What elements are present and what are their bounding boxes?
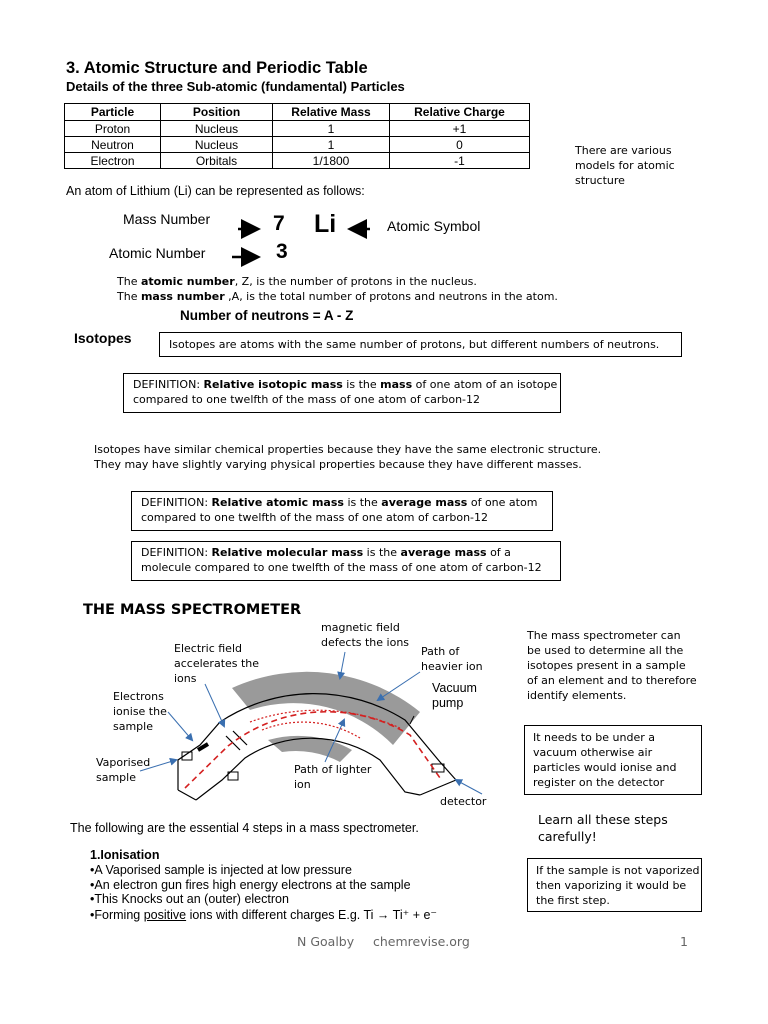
table-header: Relative Charge (390, 104, 530, 121)
page-subtitle: Details of the three Sub-atomic (fundamental) Particles (66, 79, 405, 94)
table-cell: 1/1800 (273, 153, 390, 169)
page-title: 3. Atomic Structure and Periodic Table (66, 59, 368, 77)
detector-end-cap (420, 780, 456, 795)
footer-site: chemrevise.org (373, 934, 470, 949)
table-cell: 1 (273, 121, 390, 137)
mass-spectrometer-heading: THE MASS SPECTROMETER (83, 602, 302, 618)
label-electric-field: Electric field accelerates the ions (174, 642, 260, 685)
label-path-heavier: Path of heavier ion (421, 645, 483, 673)
label-path-lighter: Path of lighter ion (294, 763, 372, 791)
ion-path-lighter (262, 722, 360, 738)
isotopes-heading: Isotopes (74, 330, 132, 346)
inner-magnet (268, 736, 352, 762)
table-cell: 0 (390, 137, 530, 153)
isotope-properties-line2: They may have slightly varying physical properties because they have different masses. (94, 458, 582, 471)
table-header: Relative Mass (273, 104, 390, 121)
atomic-number-label: Atomic Number (109, 245, 206, 261)
step-bullet: •A Vaporised sample is injected at low pressure (90, 863, 352, 877)
atomic-number-value: 3 (276, 240, 288, 263)
side-note-models: There are various models for atomic structure (575, 144, 675, 187)
atomic-mass-definition-box: DEFINITION: Relative atomic mass is the average mass of one atom compared to one twelfth of the mass of one atom of carbon-12 (131, 491, 553, 531)
mass-number-label: Mass Number (123, 211, 211, 227)
mass-spectrometer-side-note: The mass spectrometer can be used to determine all the isotopes present in a sample of an element and to therefore identify elements. (527, 629, 697, 702)
table-cell: +1 (390, 121, 530, 137)
table-cell: Nucleus (161, 137, 273, 153)
table-header: Position (161, 104, 273, 121)
isotopes-definition-box: Isotopes are atoms with the same number of protons, but different numbers of neutrons. (159, 332, 682, 357)
atomic-number-definition: The atomic number, Z, is the number of protons in the nucleus. (117, 275, 477, 288)
step-bullet: •Forming positive ions with different charges E.g. Ti → Ti⁺ + e⁻ (90, 908, 438, 922)
isotopic-mass-definition-box: DEFINITION: Relative isotopic mass is the mass of one atom of an isotope compared to one twelfth of the mass of one atom of carbon-12 (123, 373, 561, 413)
label-vacuum-pump: Vacuum pump (432, 681, 477, 710)
arrow-detector-icon (456, 780, 482, 794)
isotope-properties-line1: Isotopes have similar chemical properties because they have the same electronic structure. (94, 443, 602, 456)
table-cell: Nucleus (161, 121, 273, 137)
footer-author: N Goalby (297, 934, 355, 949)
molecular-mass-definition-box: DEFINITION: Relative molecular mass is the average mass of a molecule compared to one twelfth of the mass of one atom of carbon-12 (131, 541, 561, 581)
atomic-symbol-label: Atomic Symbol (387, 218, 481, 234)
footer-page-number: 1 (680, 934, 688, 949)
label-magnetic-field: magnetic field defects the ions (321, 621, 410, 649)
vaporize-note-box: If the sample is not vaporized then vaporizing it would be the first step. (527, 858, 702, 912)
vacuum-note-box: It needs to be under a vacuum otherwise air particles would ionise and register on the detector (524, 725, 702, 795)
table-cell: Proton (65, 121, 161, 137)
learn-note: Learn all these steps carefully! (538, 812, 668, 844)
arrow-heavier-path-icon (378, 672, 420, 700)
lithium-intro: An atom of Lithium (Li) can be represented as follows: (66, 184, 365, 198)
table-cell: 1 (273, 137, 390, 153)
label-detector: detector (440, 795, 487, 808)
mass-number-definition: The mass number ,A, is the total number of protons and neutrons in the atom. (117, 290, 558, 303)
label-vaporised-sample: Vaporised sample (96, 756, 151, 784)
table-header: Particle (65, 104, 161, 121)
table-cell: Orbitals (161, 153, 273, 169)
step-bullet: •This Knocks out an (outer) electron (90, 892, 289, 906)
table-cell: Neutron (65, 137, 161, 153)
arrow-electric-field-icon (205, 684, 224, 726)
element-symbol: Li (314, 210, 337, 238)
table-cell: -1 (390, 153, 530, 169)
tube-end-cap (178, 790, 196, 800)
step-bullet: •An electron gun fires high energy electrons at the sample (90, 878, 411, 892)
neutrons-formula: Number of neutrons = A - Z (180, 308, 354, 323)
steps-intro: The following are the essential 4 steps in a mass spectrometer. (70, 821, 419, 835)
arrow-magnetic-field-icon (340, 652, 345, 678)
label-electrons-ionise: Electrons ionise the sample (113, 690, 167, 733)
mass-number-value: 7 (273, 212, 285, 235)
table-cell: Electron (65, 153, 161, 169)
ionisation-heading: 1.Ionisation (90, 848, 160, 862)
